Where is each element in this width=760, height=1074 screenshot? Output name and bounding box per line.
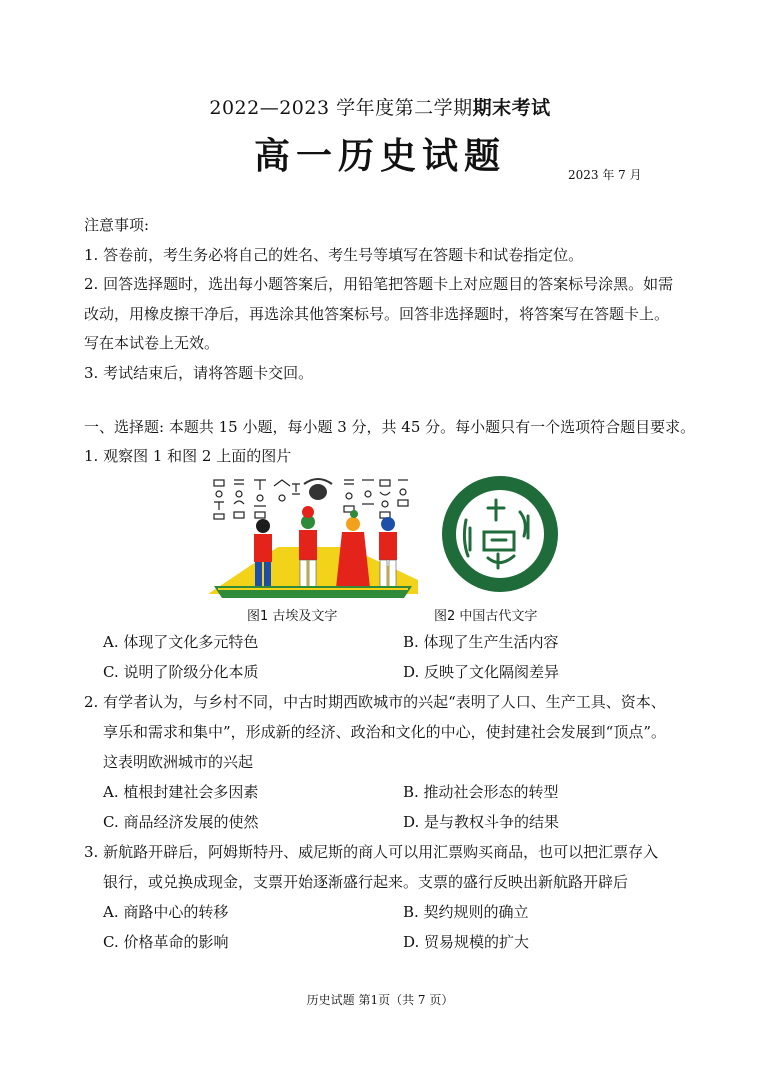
exam-title-main: 2022—2023 学年度第二学期 <box>209 97 473 119</box>
q1-option-a: A. 体现了文化多元特色 <box>103 633 259 651</box>
q3-option-c: C. 价格革命的影响 <box>103 933 229 951</box>
figure-2-caption: 图2 中国古代文字 <box>434 609 538 624</box>
q2-option-c: C. 商品经济发展的使然 <box>103 813 259 831</box>
q3-option-d: D. 贸易规模的扩大 <box>403 933 530 951</box>
egyptian-figure-image <box>208 479 418 598</box>
q2-line-2: 享乐和需求和集中”，形成新的经济、政治和文化的中心，使封建社会发展到“顶点”。 <box>103 723 667 741</box>
q3-option-a: A. 商路中心的转移 <box>103 903 229 921</box>
notice-item-2-line-3: 写在本试卷上无效。 <box>84 334 220 352</box>
question-1-figures <box>208 472 568 624</box>
notice-item-3: 3. 考试结束后，请将答题卡交回。 <box>84 364 314 382</box>
notice-heading: 注意事项: <box>84 216 150 234</box>
q2-option-b: B. 推动社会形态的转型 <box>403 783 559 801</box>
figures-svg <box>208 472 568 624</box>
section-heading: 一、选择题: 本题共 15 小题，每小题 3 分，共 45 分。每小题只有一个选项符合题目要求。 <box>84 418 696 436</box>
q3-line-1: 3. 新航路开辟后，阿姆斯特丹、威尼斯的商人可以用汇票购买商品，也可以把汇票存入 <box>84 843 659 861</box>
q1-option-b: B. 体现了生产生活内容 <box>403 633 559 651</box>
chinese-seal-image <box>442 476 558 592</box>
q3-line-2: 银行，或兑换成现金，支票开始逐渐盛行起来。支票的盛行反映出新航路开辟后 <box>103 873 629 891</box>
subject-title: 高一历史试题 <box>253 135 506 177</box>
figure-1-caption: 图1 古埃及文字 <box>247 609 338 624</box>
notice-item-2-line-2: 改动，用橡皮擦干净后，再选涂其他答案标号。回答非选择题时，将答案写在答题卡上。 <box>84 305 670 323</box>
q2-option-d: D. 是与教权斗争的结果 <box>403 813 560 831</box>
notice-item-1: 1. 答卷前，考生务必将自己的姓名、考生号等填写在答题卡和试卷指定位。 <box>84 246 584 264</box>
notice-item-2-line-1: 2. 回答选择题时，选出每小题答案后，用铅笔把答题卡上对应题目的答案标号涂黑。如需 <box>84 275 674 293</box>
question-1-stem: 1. 观察图 1 和图 2 上面的图片 <box>84 447 292 465</box>
q3-option-b: B. 契约规则的确立 <box>403 903 529 921</box>
q2-option-a: A. 植根封建社会多因素 <box>103 783 259 801</box>
q1-option-c: C. 说明了阶级分化本质 <box>103 663 259 681</box>
q2-line-1: 2. 有学者认为，与乡村不同，中古时期西欧城市的兴起“表明了人口、生产工具、资本、 <box>84 693 666 711</box>
exam-title <box>0 93 760 120</box>
exam-date: 2023 年 7 月 <box>568 168 642 182</box>
q1-option-d: D. 反映了文化隔阂差异 <box>403 663 560 681</box>
q2-line-3: 这表明欧洲城市的兴起 <box>103 753 254 771</box>
exam-title-bold: 期末考试 <box>472 97 551 119</box>
page-footer: 历史试题 第1页（共 7 页） <box>306 993 454 1007</box>
